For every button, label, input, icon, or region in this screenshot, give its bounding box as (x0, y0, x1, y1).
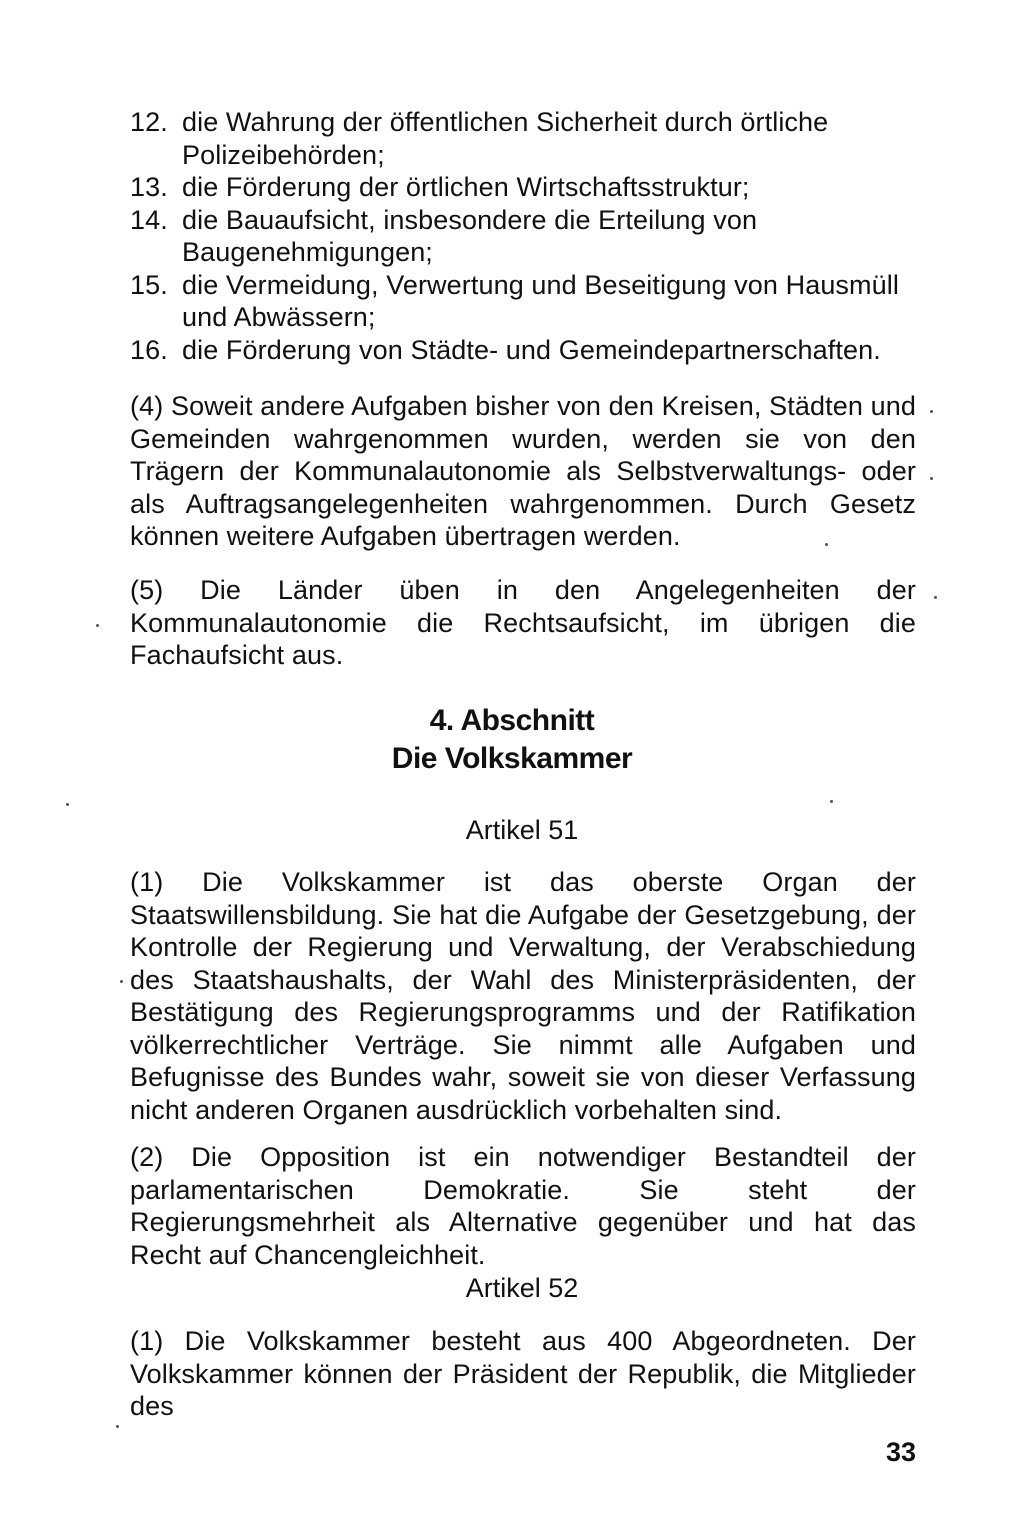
list-item-text: die Förderung der örtlichen Wirtschaftsstruktur; (182, 172, 750, 202)
scan-speck (930, 410, 933, 413)
page-number: 33 (885, 1437, 916, 1467)
scan-speck (66, 803, 69, 806)
article-51-paragraph-1: (1) Die Volkskammer ist das oberste Organ der Staatswillensbildung. Sie hat die Aufgabe der Gesetzgebung, der Kontrolle der Regierung und Verwaltung, der Verabschiedung des Staatshaushalts, der Wahl des Ministerpräsidenten, der Bestätigung des Regierungsprogramms und der Ratifikation völkerrechtlicher Verträge. Sie nimmt alle Aufgaben und Befugnisse des Bundes wahr, soweit sie von dieser Verfassung nicht anderen Organen ausdrücklich vorbehalten sind. (130, 867, 916, 1125)
section-subtitle: Die Volkskammer (391, 742, 633, 775)
article-52-paragraph-1: (1) Die Volkskammer besteht aus 400 Abgeordneten. Der Volkskammer können der Präsident der Republik, die Mitglieder des (130, 1326, 916, 1421)
scan-speck (825, 543, 828, 546)
article-52-title: Artikel 52 (465, 1273, 579, 1303)
scan-speck (930, 477, 933, 480)
list-item-text: die Bauaufsicht, insbesondere die Erteilung von Baugenehmigungen; (182, 204, 758, 267)
list-item-number: 14. (130, 204, 168, 235)
section-title: 4. Abschnitt (429, 704, 595, 737)
list-item (130, 269, 916, 334)
task-list (130, 106, 916, 366)
list-item (130, 204, 916, 269)
paragraph-5: (5) Die Länder üben in den Angelegenheiten der Kommunalautonomie die Rechtsaufsicht, im übrigen die Fachaufsicht aus. (130, 575, 916, 670)
scan-speck (120, 980, 123, 983)
list-item-text: die Wahrung der öffentlichen Sicherheit durch örtliche Polizeibehörden; (182, 107, 829, 170)
list-item-number: 16. (130, 334, 168, 365)
paragraph-4: (4) Soweit andere Aufgaben bisher von den Kreisen, Städten und Gemeinden wahrgenommen wurden, werden sie von den Trägern der Kommunalautonomie als Selbstverwaltungs- oder als Auftragsangelegenheiten wahrgenommen. Durch Gesetz können weitere Aufgaben übertragen werden. (130, 391, 916, 551)
scan-speck (934, 596, 937, 599)
article-51-paragraph-2: (2) Die Opposition ist ein notwendiger Bestandteil der parlamentarischen Demokratie. Sie steht der Regierungsmehrheit als Alternative gegenüber und hat das Recht auf Chancengleichheit. (130, 1142, 916, 1270)
scan-speck (96, 624, 99, 627)
list-item-text: die Vermeidung, Verwertung und Beseitigung von Hausmüll und Abwässern; (182, 269, 899, 332)
article-51-title: Artikel 51 (465, 815, 579, 845)
list-item-text: die Förderung von Städte- und Gemeindepartnerschaften. (182, 334, 881, 365)
list-item-number: 12. (130, 107, 168, 137)
list-item (130, 171, 916, 204)
list-item-number: 15. (130, 269, 168, 300)
list-item-number: 13. (130, 172, 168, 202)
scan-speck (116, 1425, 119, 1428)
scan-speck (830, 800, 833, 803)
list-item (130, 334, 916, 367)
list-item (130, 106, 916, 171)
